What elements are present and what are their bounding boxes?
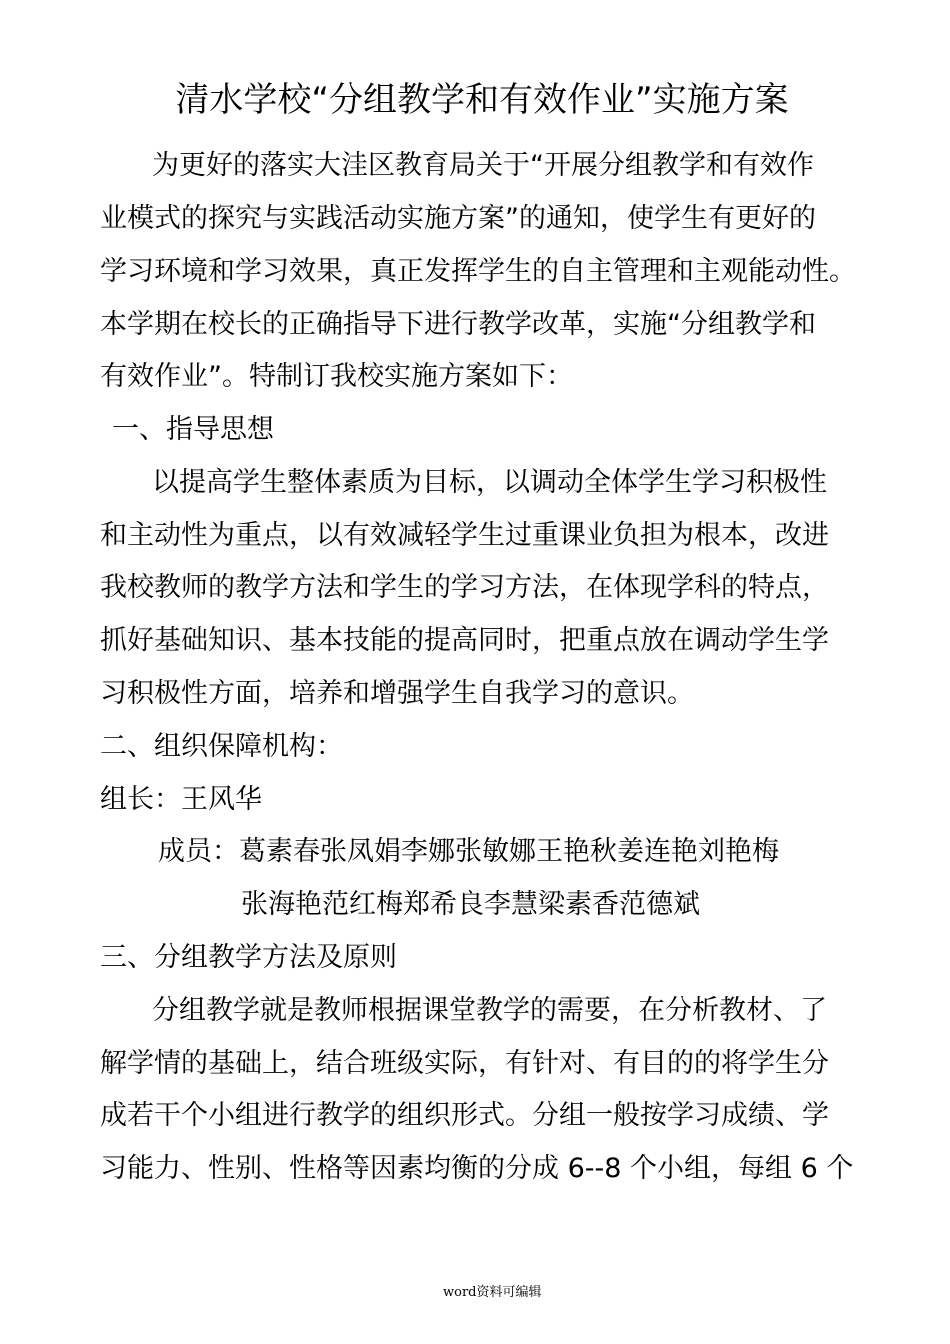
document-title: 清水学校“分组教学和有效作业”实施方案 (175, 80, 789, 120)
section-3-line-3: 成若干个小组进行教学的组织形式。分组一般按学习成绩、学 (100, 1100, 829, 1131)
group-members-line-2: 张海艳范红梅郑希良李慧梁素香范德斌 (241, 889, 700, 920)
section-3-line-4: 习能力、性别、性格等因素均衡的分成 6--8 个小组，每组 6 个 (100, 1153, 854, 1184)
section-1-line-4: 抓好基础知识、基本技能的提高同时，把重点放在调动学生学 (100, 625, 829, 656)
section-2-heading: 二、组织保障机构： (100, 731, 343, 762)
intro-line-2: 业模式的探究与实践活动实施方案”的通知，使学生有更好的 (100, 203, 816, 234)
section-1-line-3: 我校教师的教学方法和学生的学习方法，在体现学科的特点， (100, 572, 829, 603)
section-1-line-1: 以提高学生整体素质为目标，以调动全体学生学习积极性 (152, 467, 827, 498)
section-1-line-2: 和主动性为重点，以有效减轻学生过重课业负担为根本，改进 (100, 520, 829, 551)
group-members-line-1: 成员：葛素春张凤娟李娜张敏娜王艳秋姜连艳刘艳梅 (158, 836, 779, 867)
page-footer: word资料可编辑 (443, 1285, 542, 1300)
section-1-line-5: 习积极性方面，培养和增强学生自我学习的意识。 (100, 678, 694, 709)
intro-line-1: 为更好的落实大洼区教育局关于“开展分组教学和有效作 (152, 150, 814, 181)
group-leader: 组长：王风华 (100, 784, 262, 815)
section-3-line-2: 解学情的基础上，结合班级实际，有针对、有目的的将学生分 (100, 1048, 829, 1079)
intro-line-3: 学习环境和学习效果，真正发挥学生的自主管理和主观能动性。 (100, 256, 856, 287)
section-3-line-1: 分组教学就是教师根据课堂教学的需要，在分析教材、了 (152, 995, 827, 1026)
section-3-heading: 三、分组教学方法及原则 (100, 942, 397, 973)
intro-line-4: 本学期在校长的正确指导下进行教学改革，实施“分组教学和 (100, 309, 816, 340)
intro-line-5: 有效作业”。特制订我校实施方案如下： (100, 361, 573, 392)
section-1-heading: 一、指导思想 (112, 414, 274, 445)
